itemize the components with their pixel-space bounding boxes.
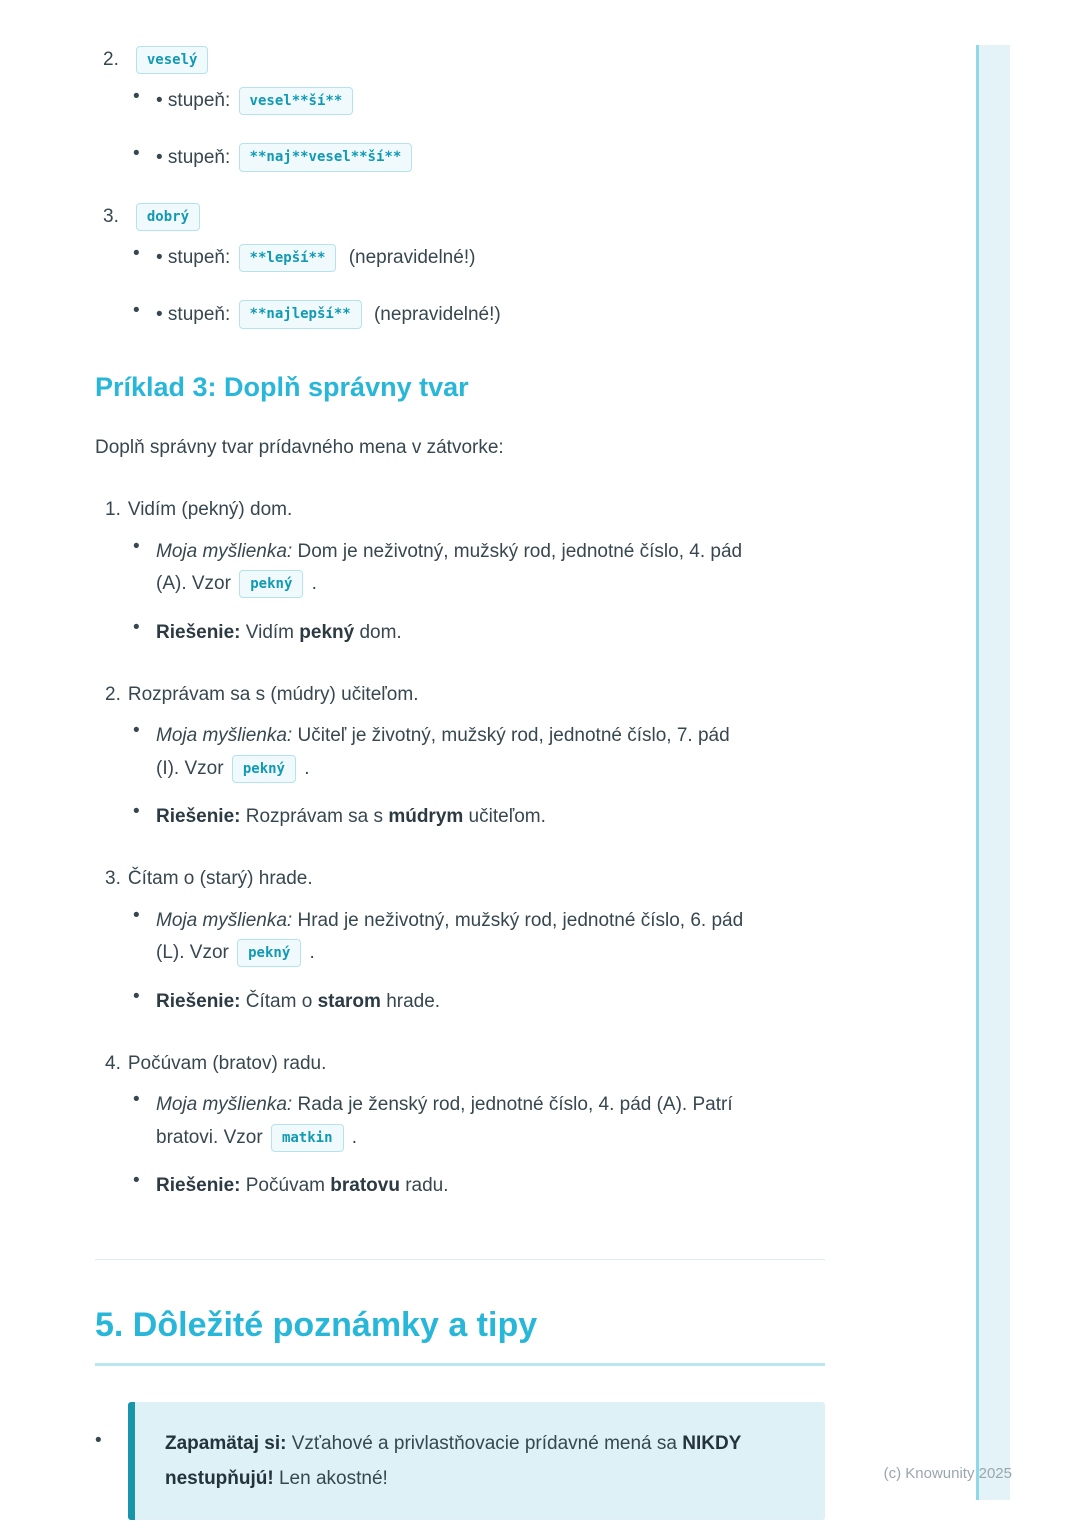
exercise-sentence-row — [95, 680, 825, 710]
bullet-icon — [133, 143, 156, 165]
step-body — [156, 143, 825, 173]
grading-item-head — [95, 203, 825, 231]
grading-list — [95, 46, 825, 330]
grading-step — [133, 243, 825, 273]
step-label: • stupeň: — [156, 146, 231, 168]
solution-label: Riešenie: — [156, 806, 241, 828]
adjective-code: veselý — [136, 46, 209, 74]
solution-before: Vidím — [240, 622, 300, 644]
example-3-section — [95, 372, 825, 1203]
item-number: 4. — [105, 1052, 121, 1074]
solution-after: hrade. — [380, 990, 441, 1012]
bullet-icon — [133, 300, 156, 322]
grading-step — [133, 143, 825, 173]
solution-before: Rozprávam sa s — [240, 806, 389, 828]
exercise-sentence-row — [95, 1049, 825, 1079]
step-note: (nepravidelné!) — [373, 303, 501, 325]
callout-emphasis: NIKDY nestupňujú! — [165, 1432, 742, 1490]
item-number: 2. — [103, 49, 119, 71]
step-code: vesel**ší** — [239, 87, 354, 115]
step-label: • stupeň: — [156, 90, 231, 112]
solution-after: učiteľom. — [463, 806, 546, 828]
bullet-icon — [133, 536, 156, 558]
step-body — [156, 300, 825, 330]
thought-label: Moja myšlienka: — [156, 909, 293, 931]
exercise-item — [95, 495, 825, 649]
section-5-heading: 5. Dôležité poznámky a tipy — [95, 1306, 825, 1366]
thought-label: Moja myšlienka: — [156, 540, 293, 562]
solution-text — [156, 1170, 449, 1203]
item-number: 1. — [105, 499, 121, 521]
exercise-sentence: Rozprávam sa s (múdry) učiteľom. — [127, 683, 419, 705]
bullet-icon — [133, 720, 156, 742]
adjective-code: dobrý — [136, 203, 200, 231]
callout-mid: Vzťahové a privlastňovacie prídavné mená sa — [286, 1432, 683, 1454]
thought-text — [156, 1089, 756, 1154]
bullet-icon — [133, 986, 156, 1008]
exercise-sentence: Počúvam (bratov) radu. — [127, 1052, 327, 1074]
thought-row — [133, 1089, 825, 1154]
grading-step — [133, 300, 825, 330]
vzor-code: pekný — [239, 570, 303, 598]
thought-row — [133, 905, 825, 970]
footer-credit: (c) Knowunity 2025 — [883, 1465, 1012, 1482]
exercise-sentence-row — [95, 495, 825, 525]
example-3-intro: Doplň správny tvar prídavného mena v zátvorke: — [95, 436, 504, 458]
thought-text — [156, 720, 756, 785]
exercise-item — [95, 1049, 825, 1203]
exercise-item — [95, 680, 825, 834]
thought-text — [156, 905, 756, 970]
solution-bold-word: pekný — [299, 622, 355, 644]
vzor-code: pekný — [232, 755, 296, 783]
thought-body: Dom je neživotný, mužský rod, jednotné číslo, 4. pád (A). Vzor — [156, 540, 743, 595]
bullet-icon — [133, 617, 156, 639]
item-number: 3. — [105, 868, 121, 890]
bullet-icon — [95, 1402, 128, 1452]
thought-row — [133, 536, 825, 601]
example-3-heading: Príklad 3: Doplň správny tvar — [95, 371, 469, 402]
callout-row — [95, 1402, 825, 1520]
thought-label: Moja myšlienka: — [156, 725, 293, 747]
grading-item — [95, 46, 825, 173]
solution-after: dom. — [354, 622, 402, 644]
solution-text — [156, 801, 546, 834]
solution-row — [133, 617, 825, 650]
exercise-item — [95, 864, 825, 1018]
step-label: • stupeň: — [156, 303, 231, 325]
bullet-icon — [133, 801, 156, 823]
step-code: **najlepší** — [239, 300, 362, 328]
callout-text — [165, 1426, 745, 1496]
item-number: 3. — [103, 206, 119, 228]
solution-text — [156, 617, 402, 650]
vzor-code: matkin — [271, 1124, 344, 1152]
solution-before: Počúvam — [240, 1175, 331, 1197]
bullet-icon — [133, 905, 156, 927]
bullet-icon — [133, 243, 156, 265]
callout-lead: Zapamätaj si: — [165, 1432, 287, 1454]
solution-label: Riešenie: — [156, 622, 241, 644]
solution-after: radu. — [399, 1175, 449, 1197]
solution-before: Čítam o — [240, 990, 318, 1012]
bullet-icon — [133, 86, 156, 108]
page-edge-stripe — [976, 45, 1010, 1500]
step-label: • stupeň: — [156, 247, 231, 269]
solution-row — [133, 1170, 825, 1203]
thought-text — [156, 536, 756, 601]
step-code: **naj**vesel**ší** — [239, 143, 413, 171]
solution-row — [133, 801, 825, 834]
remember-callout — [128, 1402, 825, 1520]
solution-row — [133, 986, 825, 1019]
exercise-sentence: Vidím (pekný) dom. — [127, 499, 293, 521]
grading-item — [95, 203, 825, 330]
thought-label: Moja myšlienka: — [156, 1093, 293, 1115]
section-5 — [95, 1306, 825, 1520]
document-content — [95, 46, 825, 1520]
solution-bold-word: múdrym — [388, 806, 464, 828]
solution-label: Riešenie: — [156, 990, 241, 1012]
callout-end: Len akostné! — [273, 1468, 388, 1490]
item-number: 2. — [105, 683, 121, 705]
solution-label: Riešenie: — [156, 1175, 241, 1197]
thought-body: Rada je ženský rod, jednotné číslo, 4. pád (A). Patrí bratovi. Vzor — [156, 1093, 733, 1148]
thought-suffix: . — [304, 942, 315, 964]
grading-step — [133, 86, 825, 116]
step-body — [156, 243, 825, 273]
thought-suffix: . — [346, 1126, 358, 1148]
exercise-sentence: Čítam o (starý) hrade. — [127, 868, 313, 890]
solution-text — [156, 986, 440, 1019]
exercise-sentence-row — [95, 864, 825, 894]
solution-bold-word: starom — [317, 990, 381, 1012]
thought-row — [133, 720, 825, 785]
vzor-code: pekný — [237, 939, 301, 967]
step-body — [156, 86, 825, 116]
section-divider — [95, 1259, 825, 1260]
thought-body: Hrad je neživotný, mužský rod, jednotné číslo, 6. pád (L). Vzor — [156, 909, 744, 964]
grading-item-head — [95, 46, 825, 74]
thought-suffix: . — [306, 573, 317, 595]
step-code: **lepší** — [239, 244, 337, 272]
thought-body: Učiteľ je životný, mužský rod, jednotné číslo, 7. pád (I). Vzor — [156, 725, 730, 779]
bullet-icon — [133, 1170, 156, 1192]
bullet-icon — [133, 1089, 156, 1111]
solution-bold-word: bratovu — [330, 1175, 400, 1197]
step-note: (nepravidelné!) — [348, 247, 476, 269]
thought-suffix: . — [299, 757, 310, 779]
